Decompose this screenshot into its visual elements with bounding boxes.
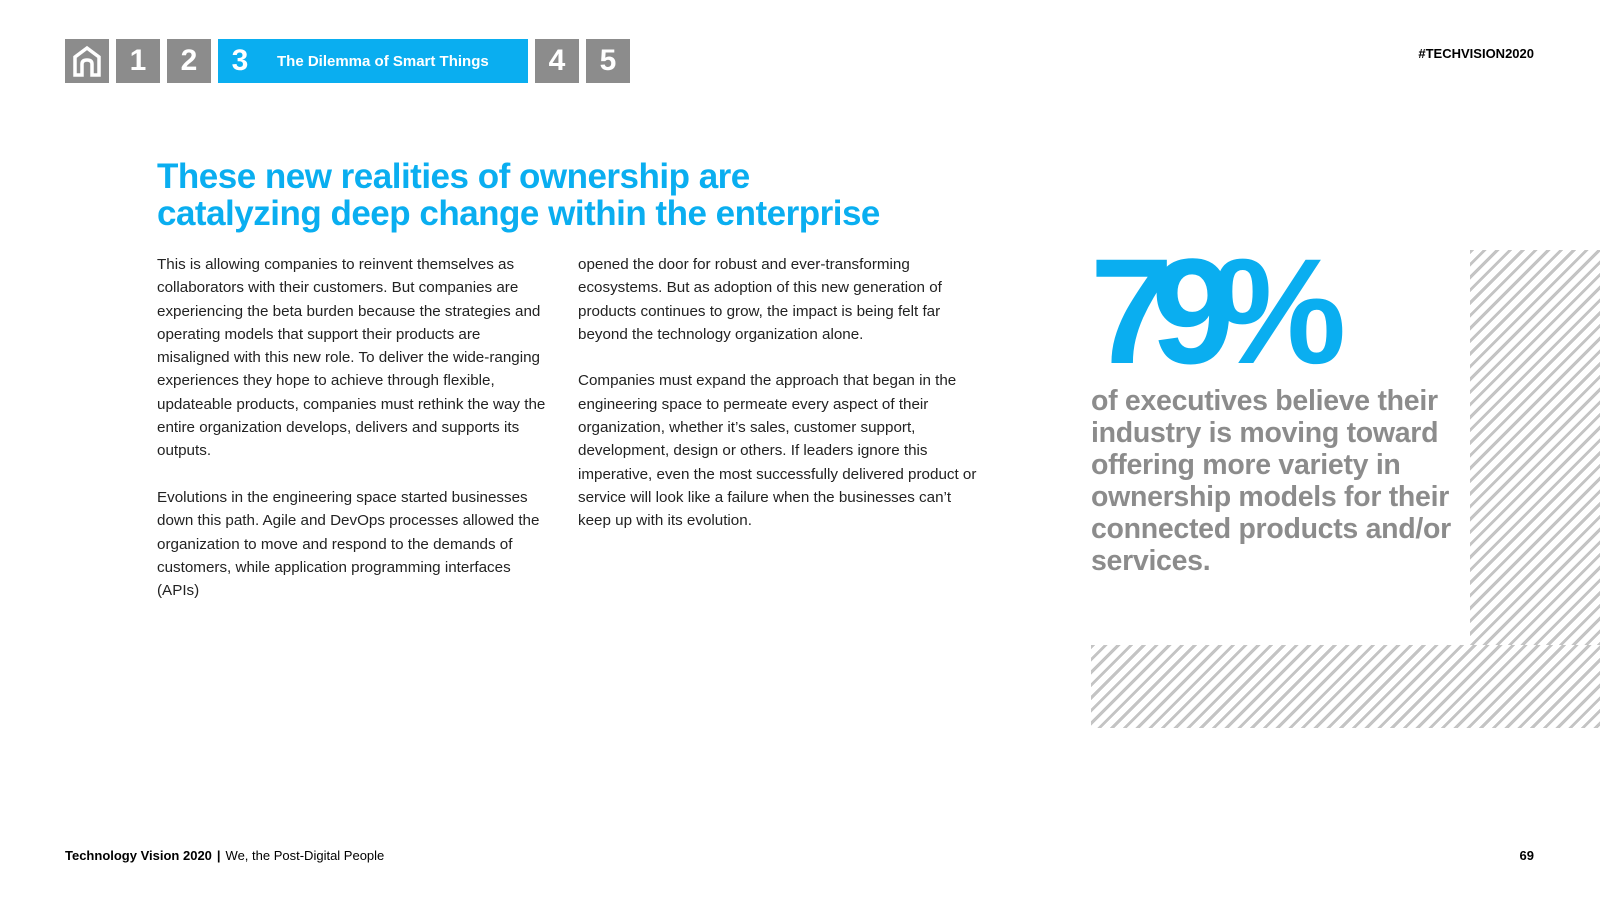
section-nav: [65, 39, 630, 83]
nav-section-5[interactable]: 5: [586, 39, 630, 83]
home-icon: [72, 45, 102, 77]
paragraph: Evolutions in the engineering space started businesses down this path. Agile and DevOps processes allowed the organization to move and respond to the demands of customers, while application programming interfaces (APIs): [157, 488, 540, 600]
footer-separator: |: [216, 848, 221, 863]
nav-active-title: The Dilemma of Smart Things: [277, 52, 489, 70]
nav-active-number: 3: [231, 44, 249, 77]
nav-section-3-active[interactable]: [218, 39, 528, 83]
stat-value: 79%: [1090, 227, 1325, 395]
stat-description: of executives believe their industry is moving toward offering more variety in ownership models for their connected products and/or services.: [1091, 385, 1451, 577]
footer-subtitle: We, the Post-Digital People: [225, 848, 385, 863]
nav-section-4[interactable]: 4: [535, 39, 579, 83]
stripe-pattern-bottom: [1091, 645, 1600, 728]
body-column-2: [578, 253, 978, 556]
nav-home-button[interactable]: [65, 39, 109, 83]
paragraph: This is allowing companies to reinvent themselves as collaborators with their customers. But companies are experiencing the beta burden because the strategies and operating models that support their products are misaligned with this new role. To deliver the wide-ranging experiences they hope to achieve through flexible, updateable products, companies must rethink the way the entire organization develops, delivers and supports its outputs.: [157, 256, 546, 460]
headline-line-2: catalyzing deep change within the enterprise: [157, 194, 880, 233]
paragraph: Companies must expand the approach that began in the engineering space to permeate every aspect of their organization, whether it’s sales, customer support, development, design or others. If leaders ignore this imperative, even the most successfully delivered product or service will look like a failure when the businesses can’t keep up with its evolution.: [578, 372, 977, 530]
nav-section-1[interactable]: 1: [116, 39, 160, 83]
nav-section-2[interactable]: 2: [167, 39, 211, 83]
hashtag: #TECHVISION2020: [1418, 46, 1534, 61]
footer-title: Technology Vision 2020: [65, 848, 212, 863]
footer: [65, 848, 384, 863]
paragraph: opened the door for robust and ever-transforming ecosystems. But as adoption of this new generation of products continues to grow, the impact is being felt far beyond the technology organization alone.: [578, 256, 942, 343]
page-headline: [157, 158, 997, 232]
body-column-1: [157, 253, 557, 626]
headline-line-1: These new realities of ownership are: [157, 157, 750, 196]
page-number: 69: [1519, 848, 1534, 863]
